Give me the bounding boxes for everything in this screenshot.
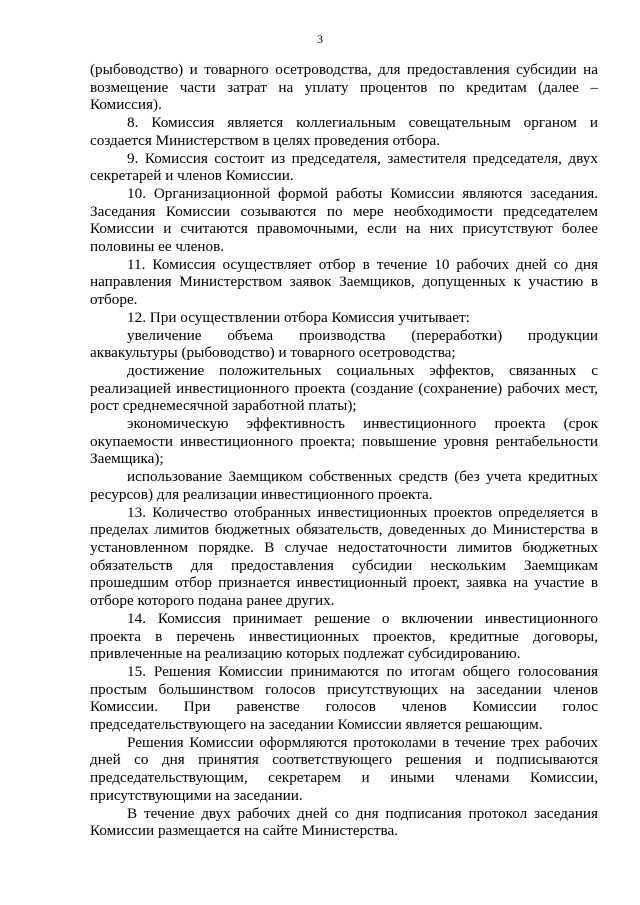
paragraph-publication: В течение двух рабочих дней со дня подписания протокол заседания Комиссии размещается на сайте Министерства. xyxy=(90,804,598,840)
criterion-social-effects: достижение положительных социальных эффектов, связанных с реализацией инвестиционного проекта (создание (сохранение) рабочих мест, рост среднемесячной заработной платы); xyxy=(90,361,598,415)
criterion-economic-efficiency: экономическую эффективность инвестиционного проекта (срок окупаемости инвестиционного проекта; повышение уровня рентабельности Заемщика); xyxy=(90,415,598,468)
body-text xyxy=(90,61,598,840)
criterion-production-volume: увеличение объема производства (переработки) продукции аквакультуры (рыбоводство) и товарного осетроводства; xyxy=(90,326,598,362)
paragraph-12: 12. При осуществлении отбора Комиссия учитывает: xyxy=(127,308,470,326)
paragraph-10: 10. Организационной формой работы Комиссии являются заседания. Заседания Комиссии созываются по мере необходимости председателем Комиссии и считаются правомочными, если на них присутствуют более половины ее членов. xyxy=(90,184,598,256)
paragraph-11: 11. Комиссия осуществляет отбор в течение 10 рабочих дней со дня направления Министерством заявок Заемщиков, допущенных к участию в отборе. xyxy=(90,255,598,309)
paragraph-8: 8. Комиссия является коллегиальным совещательным органом и создается Министерством в целях проведения отбора. xyxy=(90,114,598,149)
paragraph-13: 13. Количество отобранных инвестиционных проектов определяется в пределах лимитов бюджетных обязательств, доведенных до Министерства в установленном порядке. В случае недостаточности лимитов бюджетных обязательств для предоставления субсидии нескольким Заемщикам прошедшим отбор признается инвестиционный проект, заявка на участие в отборе которого подана ранее других. xyxy=(90,503,598,610)
paragraph-commission-definition-continued: (рыбоводство) и товарного осетроводства, для предоставления субсидии на возмещение части затрат на уплату процентов по кредитам (далее – Комиссия). xyxy=(90,61,598,114)
paragraph-15: 15. Решения Комиссии принимаются по итогам общего голосования простым большинством голосов присутствующих на заседании членов Комиссии. При равенстве голосов членов Комиссии голос председательствующего на заседании Комиссии является решающим. xyxy=(90,662,598,734)
page-number: 3 xyxy=(317,32,323,46)
criterion-own-funds: использование Заемщиком собственных средств (без учета кредитных ресурсов) для реализации инвестиционного проекта. xyxy=(90,468,598,503)
paragraph-9: 9. Комиссия состоит из председателя, заместителя председателя, двух секретарей и членов Комиссии. xyxy=(90,149,598,185)
paragraph-14: 14. Комиссия принимает решение о включении инвестиционного проекта в перечень инвестиционных проектов, кредитные договоры, привлеченные на реализацию которых подлежат субсидированию. xyxy=(90,609,598,663)
paragraph-protocols: Решения Комиссии оформляются протоколами в течение трех рабочих дней со дня принятия соответствующего решения и подписываются председательствующим, секретарем и иными членами Комиссии, присутствующими на заседании. xyxy=(90,733,598,804)
